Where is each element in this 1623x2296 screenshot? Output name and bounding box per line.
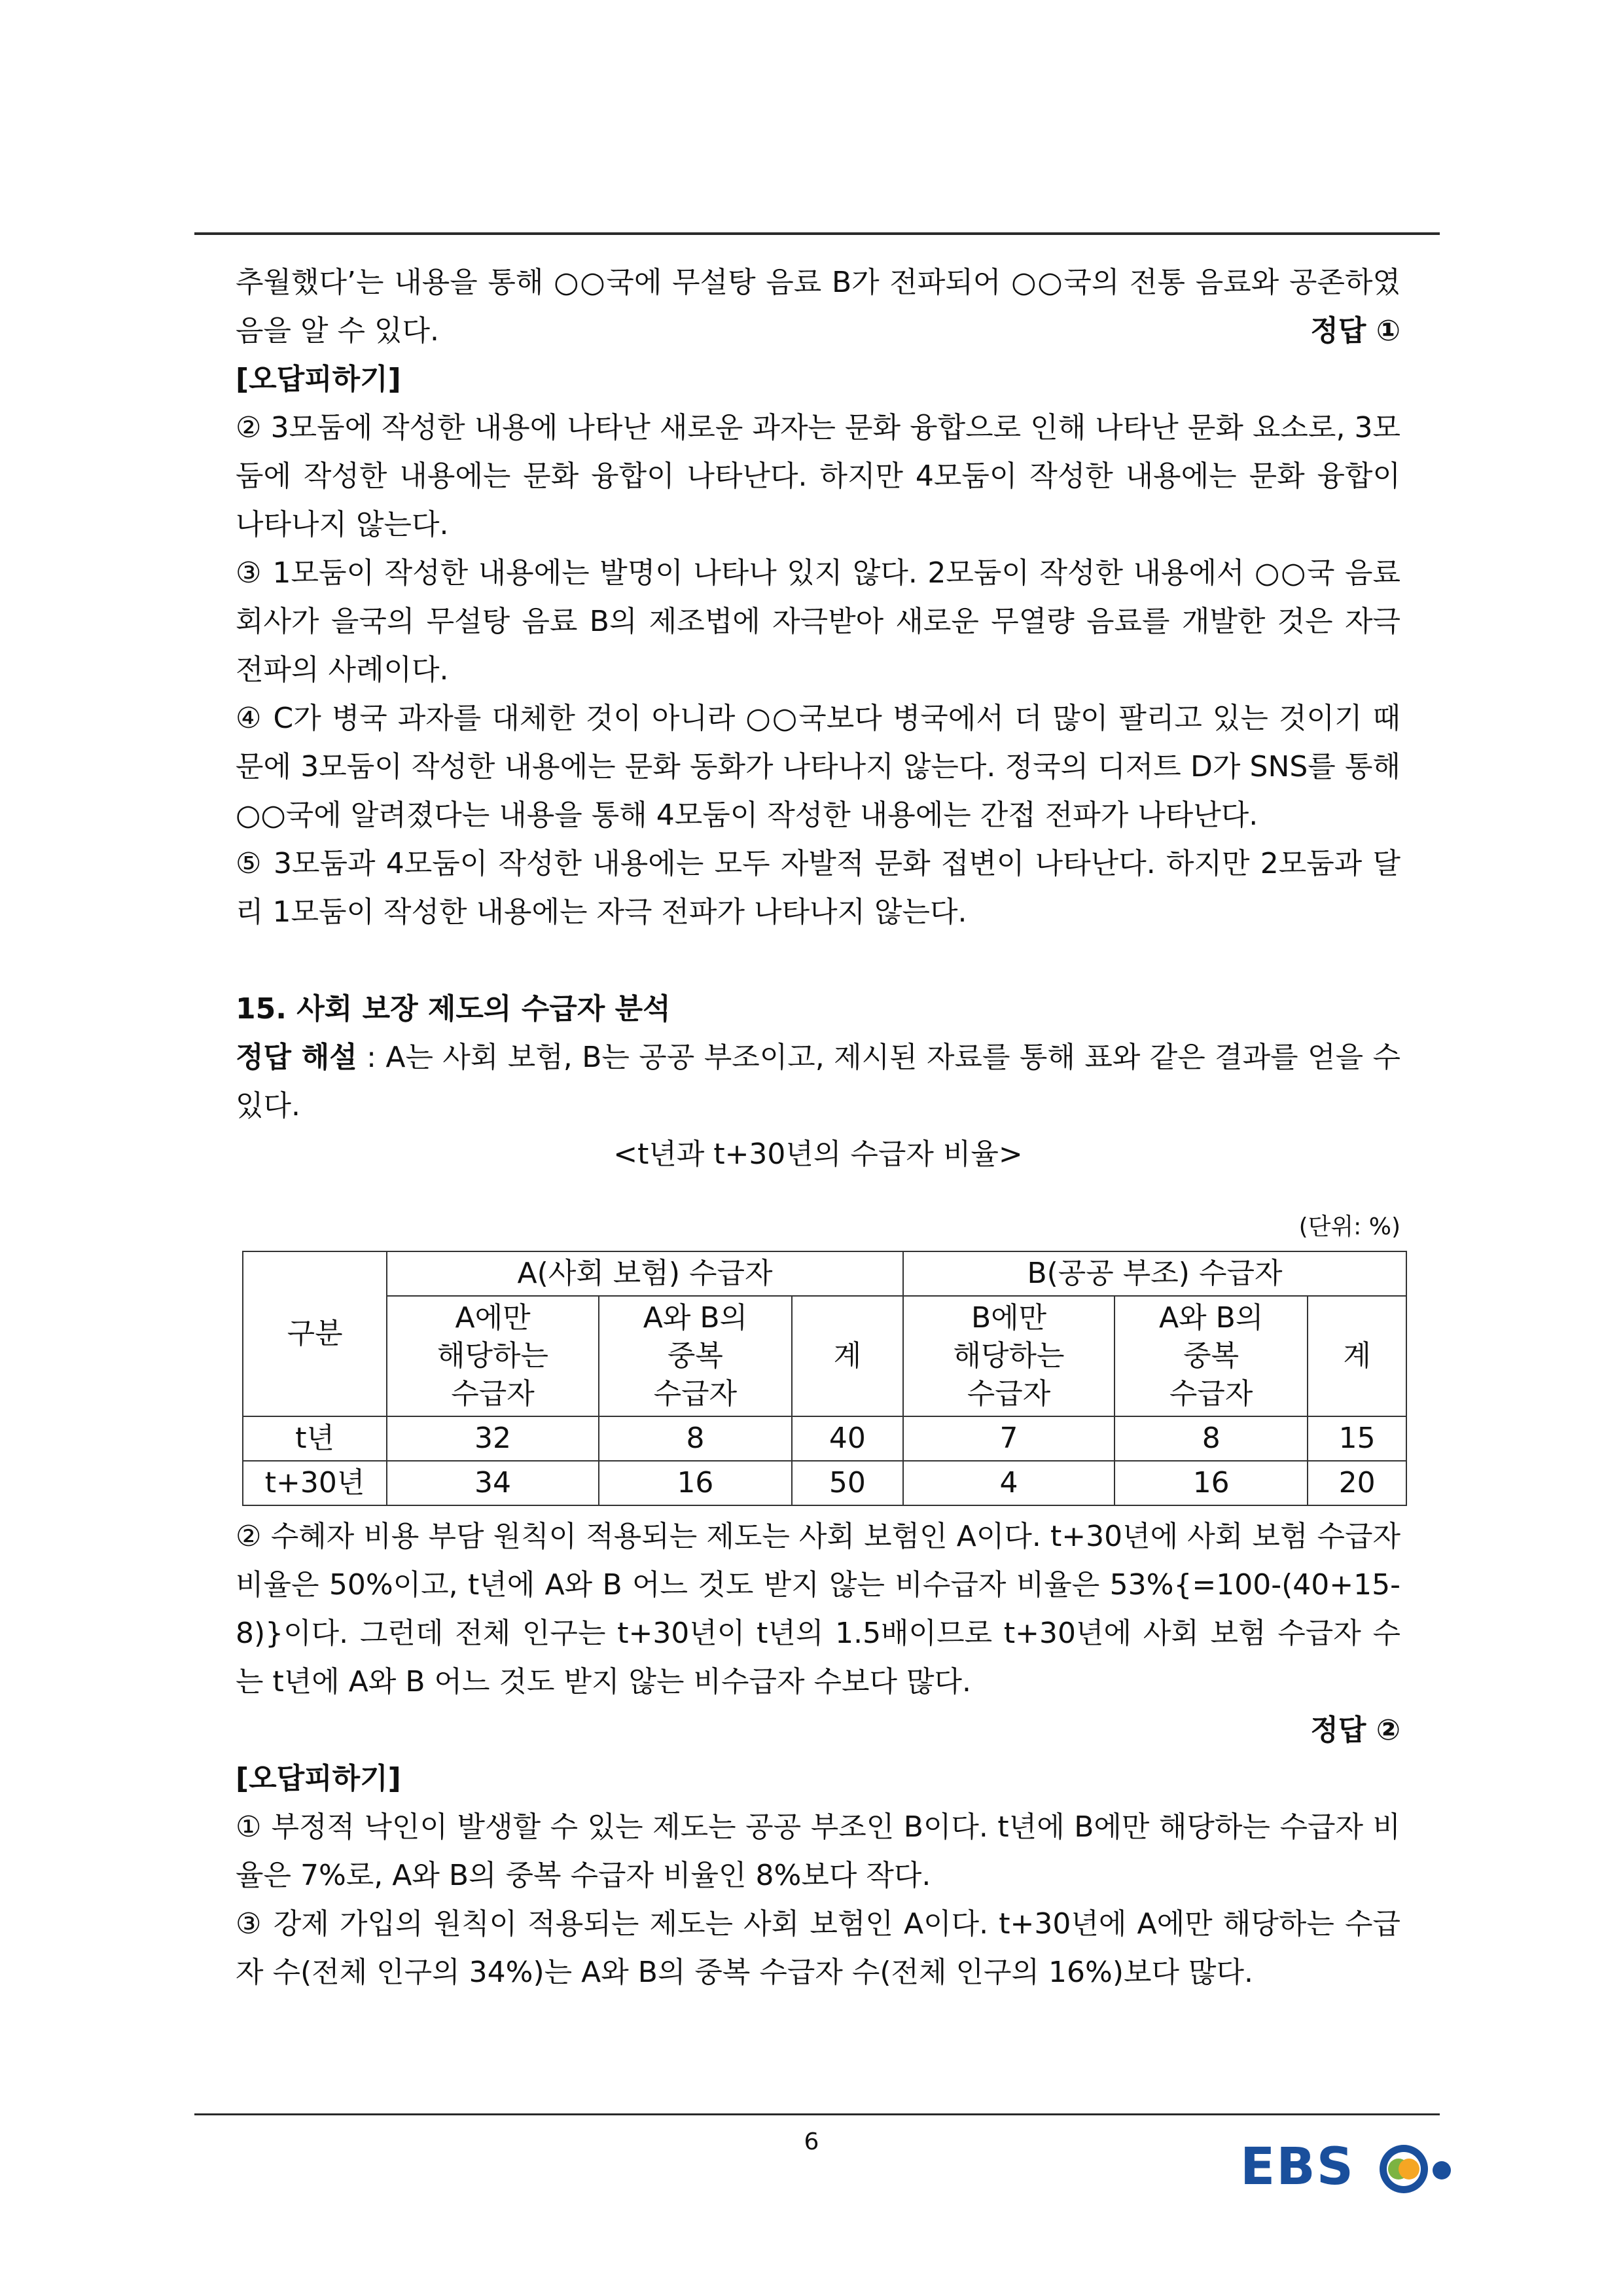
table-sub-b: B에만 해당하는 수급자 [903, 1296, 1115, 1416]
prev-item: ④ C가 병국 과자를 대체한 것이 아니라 ○○국보다 병국에서 더 많이 팔리고 있는 것이기 때문에 3모둠이 작성한 내용에는 문화 동화가 나타나지 않는다. 정국의 디저트 D가 SNS를 통해 ○○국에 알려졌다는 내용을 통해 4모둠이 작성한 내용에는 간접 전파가 나타난다. [236, 702, 1401, 832]
table-group-a: A(사회 보험) 수급자 [387, 1251, 903, 1296]
table-row [243, 1461, 1406, 1505]
table-sub-a: A와 B의 중복 수급자 [599, 1296, 792, 1416]
table-cell: 15 [1308, 1416, 1406, 1461]
q15-answer: 정답 ② [1310, 1713, 1400, 1747]
q15-item: ③ 강제 가입의 원칙이 적용되는 제도는 사회 보험인 A이다. t+30년에 A에만 해당하는 수급자 수(전체 인구의 34%)는 A와 B의 중복 수급자 수(전체 인구의 16%)보다 많다. [236, 1907, 1400, 1989]
table-row [243, 1416, 1406, 1461]
header-rule [194, 232, 1440, 235]
recipient-ratio-table [242, 1251, 1407, 1506]
table-cell: 20 [1308, 1461, 1406, 1505]
prev-para: 추월했다’는 내용을 통해 ○○국에 무설탕 음료 B가 전파되어 ○○국의 전통 음료와 공존하였음을 알 수 있다. [236, 266, 1400, 348]
q15-explanation: ② 수혜자 비용 부담 원칙이 적용되는 제도는 사회 보험인 A이다. t+30년에 사회 보험 수급자 비율은 50%이고, t년에 A와 B 어느 것도 받지 않는 비수급자 비율은 53%{=100-(40+15-8)}이다. 그런데 전체 인구는 t+30년이 t년의 1.5배이므로 t+30년에 사회 보험 수급자 수는 t년에 A와 B 어느 것도 받지 않는 비수급자 수보다 많다. [236, 1520, 1400, 1698]
table-cell: 16 [1115, 1461, 1308, 1505]
q15-intro-label: 정답 해설 [236, 1041, 357, 1074]
prev-item: ⑤ 3모둠과 4모둠이 작성한 내용에는 모두 자발적 문화 접변이 나타난다. 하지만 2모둠과 달리 1모둠이 작성한 내용에는 자극 전파가 나타나지 않는다. [236, 847, 1400, 929]
prev-wrong-title: [오답피하기] [236, 363, 401, 396]
table-sub-b: A와 B의 중복 수급자 [1115, 1296, 1308, 1416]
table-caption: <t년과 t+30년의 수급자 비율> [613, 1138, 1023, 1171]
ebs-logo-icon [1240, 2132, 1456, 2204]
table-sub-b: 계 [1308, 1296, 1406, 1416]
q15-wrong-title: [오답피하기] [236, 1762, 401, 1795]
table-sub-a: 계 [792, 1296, 903, 1416]
ebs-logo-text: EBS [1240, 2138, 1355, 2197]
table-unit: (단위: %) [1298, 1213, 1400, 1240]
row-label: t+30년 [243, 1461, 387, 1505]
table-cell: 40 [792, 1416, 903, 1461]
table-sub-a: A에만 해당하는 수급자 [387, 1296, 599, 1416]
table-cell: 16 [599, 1461, 792, 1505]
table-cell: 8 [1115, 1416, 1308, 1461]
table-cell: 7 [903, 1416, 1115, 1461]
page-number: 6 [804, 2128, 819, 2155]
table-cell: 34 [387, 1461, 599, 1505]
table-cell: 4 [903, 1461, 1115, 1505]
q15-title: 15. 사회 보장 제도의 수급자 분석 [236, 992, 671, 1026]
q15-item: ① 부정적 낙인이 발생할 수 있는 제도는 공공 부조인 B이다. t년에 B에만 해당하는 수급자 비율은 7%로, A와 B의 중복 수급자 비율인 8%보다 작다. [236, 1810, 1400, 1892]
page-content [236, 259, 1400, 1997]
prev-answer: 정답 ① [1310, 314, 1400, 348]
ebs-logo [1240, 2132, 1456, 2204]
q15-intro-text: : A는 사회 보험, B는 공공 부조이고, 제시된 자료를 통해 표와 같은 결과를 얻을 수 있다. [236, 1041, 1400, 1122]
table-cell: 32 [387, 1416, 599, 1461]
row-label: t년 [243, 1416, 387, 1461]
table-group-b: B(공공 부조) 수급자 [903, 1251, 1406, 1296]
footer-rule [194, 2113, 1440, 2115]
table-cell: 50 [792, 1461, 903, 1505]
prev-item: ② 3모둠에 작성한 내용에 나타난 새로운 과자는 문화 융합으로 인해 나타난 문화 요소로, 3모둠에 작성한 내용에는 문화 융합이 나타난다. 하지만 4모둠이 작성한 내용에는 문화 융합이 나타나지 않는다. [236, 411, 1400, 541]
table-cell: 8 [599, 1416, 792, 1461]
prev-item: ③ 1모둠이 작성한 내용에는 발명이 나타나 있지 않다. 2모둠이 작성한 내용에서 ○○국 음료 회사가 을국의 무설탕 음료 B의 제조법에 자극받아 새로운 무열량 음료를 개발한 것은 자극 전파의 사례이다. [236, 556, 1400, 687]
q15-intro [236, 1033, 1400, 1130]
table-corner: 구분 [243, 1251, 387, 1416]
